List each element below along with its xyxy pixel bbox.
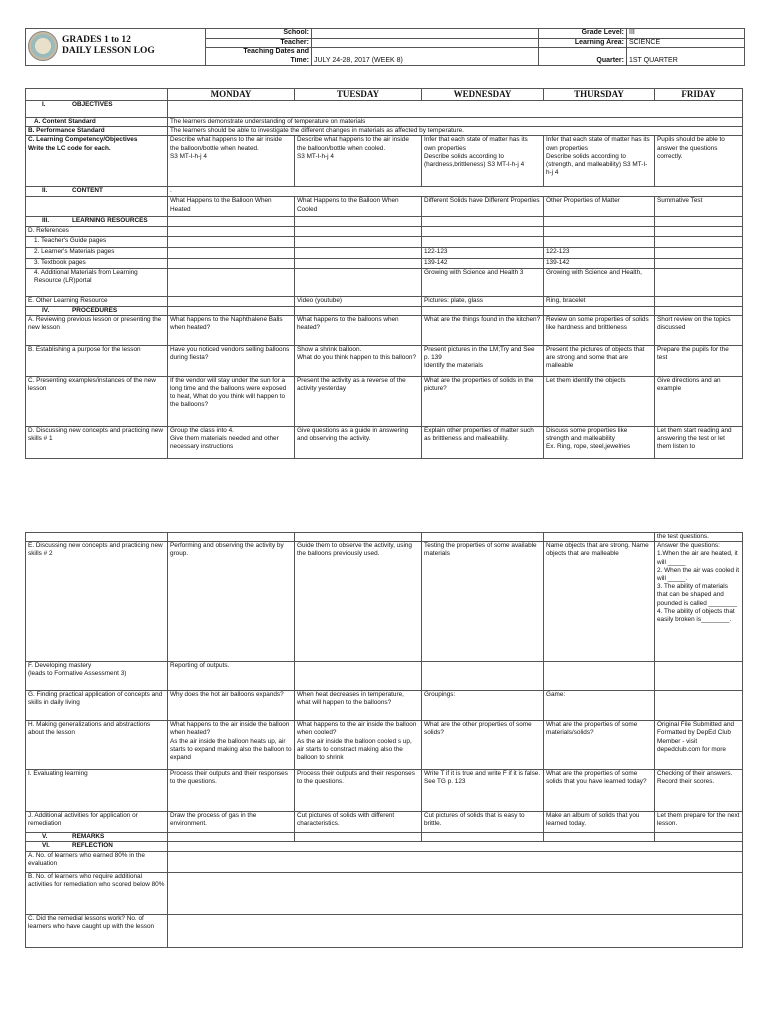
reflection-cell[interactable] xyxy=(168,842,743,851)
proc-c-monday[interactable]: If the vendor will stay under the sun for a long time and the balloons were exposed to heat, What do you think will happen to the balloons? xyxy=(168,376,295,426)
proc-c-tuesday[interactable]: Present the activity as a reverse of the activity yesterday xyxy=(295,376,422,426)
proc-c-thursday[interactable]: Let them identify the objects xyxy=(544,376,655,426)
textbook-friday[interactable] xyxy=(655,258,743,268)
other-resource-tuesday[interactable]: Video (youtube) xyxy=(295,296,422,306)
proc-b-thursday[interactable]: Present the pictures of objects that are strong and some that are malleable xyxy=(544,345,655,376)
proc-b-tuesday[interactable]: Show a shrink balloon. What do you think happen to this balloon? xyxy=(295,345,422,376)
references-cell xyxy=(422,226,544,236)
proc-a-thursday[interactable]: Review on some properties of solids like hardness and brittleness xyxy=(544,315,655,345)
proc-g-thursday[interactable]: Game: xyxy=(544,691,655,721)
resources-cell xyxy=(168,217,295,226)
competency-thursday[interactable]: Infer that each state of matter has its own properties Describe solids according to (strength, and malleability) S3 MT-I-h-j 4 xyxy=(544,136,655,187)
content-num: II. xyxy=(42,187,48,195)
other-resource-monday[interactable] xyxy=(168,296,295,306)
references-label: D. References xyxy=(26,226,168,236)
proc-i-thursday[interactable]: What are the properties of some solids that you have learned today? xyxy=(544,770,655,812)
additional-materials-wednesday[interactable]: Growing with Science and Health 3 xyxy=(422,268,544,296)
day-tuesday: TUESDAY xyxy=(295,89,422,101)
proc-f-wednesday[interactable] xyxy=(422,662,544,691)
proc-c-wednesday[interactable]: What are the properties of solids in the picture? xyxy=(422,376,544,426)
logo-cell xyxy=(26,29,206,66)
remarks-cell[interactable] xyxy=(544,833,655,842)
content-heading xyxy=(26,187,168,197)
content-thursday[interactable]: Other Properties of Matter xyxy=(544,197,655,217)
proc-e-friday[interactable]: Answer the questions: 1.When the air are heated, it will _____ 2. When the air was cooled it will _____. 3. The ability of materials that can be shaped and pounded is called ________ 4. The ability of objects that easily broken is________. xyxy=(655,542,743,662)
objectives-num: I. xyxy=(42,101,46,108)
textbook-tuesday[interactable] xyxy=(295,258,422,268)
additional-materials-label: 4. Additional Materials from Learning Resource (LR)portal xyxy=(26,268,168,296)
proc-h-thursday[interactable]: What are the properties of some materials/solids? xyxy=(544,721,655,770)
day-thursday: THURSDAY xyxy=(544,89,655,101)
continued-cell xyxy=(168,533,295,542)
content-tuesday[interactable]: What Happens to the Balloon When Cooled xyxy=(295,197,422,217)
procedures-label: PROCEDURES xyxy=(72,306,118,314)
header-table xyxy=(25,28,745,66)
proc-i-monday[interactable]: Process their outputs and their responses to the questions. xyxy=(168,770,295,812)
references-cell xyxy=(295,226,422,236)
resources-cell xyxy=(295,217,422,226)
additional-materials-monday[interactable] xyxy=(168,268,295,296)
proc-g-friday[interactable] xyxy=(655,691,743,721)
proc-b-label: B. Establishing a purpose for the lesson xyxy=(26,345,168,376)
objectives-blank xyxy=(168,101,743,118)
grade-level-field[interactable]: III xyxy=(627,29,745,39)
resources-cell xyxy=(655,217,743,226)
proc-e-monday[interactable]: Performing and observing the activity by group. xyxy=(168,542,295,662)
reflection-a-field[interactable] xyxy=(168,851,743,872)
other-resource-wednesday[interactable]: Pictures: plate, glass xyxy=(422,296,544,306)
teaching-dates-field[interactable]: JULY 24-28, 2017 (WEEK 8) xyxy=(312,48,539,66)
school-field[interactable] xyxy=(312,29,539,39)
proc-e-tuesday[interactable]: Guide them to observe the activity, using the balloons previously used. xyxy=(295,542,422,662)
proc-d-friday[interactable]: Let them start reading and answering the test or let them listen to xyxy=(655,426,743,458)
proc-i-tuesday[interactable]: Process their outputs and their responses to the questions. xyxy=(295,770,422,812)
proc-f-tuesday[interactable] xyxy=(295,662,422,691)
teaching-dates-label-2: Time: xyxy=(206,57,312,66)
proc-f-thursday[interactable] xyxy=(544,662,655,691)
procedures-cell xyxy=(422,306,544,315)
performance-standard-label: B. Performance Standard xyxy=(26,127,168,136)
continued-cell xyxy=(544,533,655,542)
day-friday: FRIDAY xyxy=(655,89,743,101)
reflection-heading xyxy=(26,842,168,851)
procedures-heading xyxy=(26,306,168,315)
competency-monday[interactable]: Describe what happens to the air inside the balloon/bottle when heated. S3 MT-I-h-j 4 xyxy=(168,136,295,187)
proc-g-wednesday[interactable]: Groupings: xyxy=(422,691,544,721)
proc-d-thursday[interactable]: Discuss some properties like strength and malleability Ex. Ring, rope, steel,jewelries xyxy=(544,426,655,458)
content-label: CONTENT xyxy=(72,187,103,195)
content-dot: . xyxy=(168,187,743,197)
day-monday: MONDAY xyxy=(168,89,295,101)
remarks-cell[interactable] xyxy=(422,833,544,842)
objectives-heading xyxy=(26,101,168,118)
resources-num: III. xyxy=(42,217,50,225)
content-friday[interactable]: Summative Test xyxy=(655,197,743,217)
proc-h-monday[interactable]: What happens to the air inside the balloon when heated? As the air inside the balloon heats up, air starts to expand making also the balloon to expand xyxy=(168,721,295,770)
remarks-cell[interactable] xyxy=(655,833,743,842)
proc-i-friday[interactable]: Checking of their answers. Record their scores. xyxy=(655,770,743,812)
proc-f-label: F. Developing mastery (leads to Formative Assessment 3) xyxy=(26,662,168,691)
lesson-table-page2 xyxy=(25,532,743,948)
proc-f-friday[interactable] xyxy=(655,662,743,691)
proc-e-thursday[interactable]: Name objects that are strong. Name objects that are malleable xyxy=(544,542,655,662)
proc-a-friday[interactable]: Short review on the topics discussed xyxy=(655,315,743,345)
learners-materials-tuesday[interactable] xyxy=(295,247,422,258)
proc-h-tuesday[interactable]: What happens to the air inside the balloon when cooled? As the air inside the balloon cooled s up, air starts to constract making also the balloon to shrink xyxy=(295,721,422,770)
proc-j-monday[interactable]: Draw the process of gas in the environment. xyxy=(168,812,295,833)
remarks-num: V. xyxy=(42,833,48,841)
procedures-cell xyxy=(168,306,295,315)
content-standard-value[interactable]: The learners demonstrate understanding of temperature on materials xyxy=(168,118,743,127)
reflection-c-field[interactable] xyxy=(168,914,743,947)
proc-c-label: C. Presenting examples/instances of the new lesson xyxy=(26,376,168,426)
remarks-cell[interactable] xyxy=(168,833,295,842)
day-wednesday: WEDNESDAY xyxy=(422,89,544,101)
proc-j-label: J. Additional activities for application or remediation xyxy=(26,812,168,833)
quarter-field[interactable]: 1ST QUARTER xyxy=(627,48,745,66)
procedures-num: IV. xyxy=(42,306,50,314)
form-title-line1: GRADES 1 to 12 xyxy=(62,35,131,45)
textbook-thursday[interactable]: 139-142 xyxy=(544,258,655,268)
proc-f-monday[interactable]: Reporting of outputs. xyxy=(168,662,295,691)
reflection-c-label: C. Did the remedial lessons work? No. of learners who have caught up with the lesson xyxy=(26,914,168,947)
proc-h-friday[interactable]: Original File Submitted and Formatted by DepEd Club Member - visit depedclub.com for more xyxy=(655,721,743,770)
proc-d-wednesday[interactable]: Explain other properties of matter such as brittleness and malleability. xyxy=(422,426,544,458)
teachers-guide-cell[interactable] xyxy=(544,236,655,247)
additional-materials-tuesday[interactable] xyxy=(295,268,422,296)
teacher-label: Teacher: xyxy=(206,38,312,48)
proc-j-thursday[interactable]: Make an album of solids that you learned today. xyxy=(544,812,655,833)
other-resource-thursday[interactable]: Ring, bracelet xyxy=(544,296,655,306)
proc-a-label: A. Reviewing previous lesson or presenting the new lesson xyxy=(26,315,168,345)
references-cell xyxy=(544,226,655,236)
proc-g-label: G. Finding practical application of concepts and skills in daily living xyxy=(26,691,168,721)
lesson-table-page1 xyxy=(25,88,743,459)
learning-area-field[interactable]: SCIENCE xyxy=(627,38,745,48)
reflection-num: VI. xyxy=(42,842,50,850)
remarks-heading xyxy=(26,833,168,842)
additional-materials-friday[interactable] xyxy=(655,268,743,296)
proc-i-wednesday[interactable]: Write T if it is true and write F if it is false. See TG p. 123 xyxy=(422,770,544,812)
continued-friday[interactable]: the test questions. xyxy=(655,533,743,542)
proc-j-tuesday[interactable]: Cut pictures of solids with different characteristics. xyxy=(295,812,422,833)
competency-tuesday[interactable]: Describe what happens to the air inside the balloon/bottle when cooled. S3 MT-I-h-j 4 xyxy=(295,136,422,187)
proc-d-monday[interactable]: Group the class into 4. Give them materials needed and other necessary instructions xyxy=(168,426,295,458)
references-cell xyxy=(655,226,743,236)
proc-e-wednesday[interactable]: Testing the properties of some available materials xyxy=(422,542,544,662)
learning-area-label: Learning Area: xyxy=(539,38,627,48)
resources-cell xyxy=(544,217,655,226)
teachers-guide-cell[interactable] xyxy=(655,236,743,247)
corner-cell xyxy=(26,89,168,101)
remarks-label: REMARKS xyxy=(72,833,105,841)
learners-materials-friday[interactable] xyxy=(655,247,743,258)
reflection-b-field[interactable] xyxy=(168,872,743,914)
resources-heading xyxy=(26,217,168,226)
content-monday[interactable]: What Happens to the Balloon When Heated xyxy=(168,197,295,217)
proc-j-friday[interactable]: Let them prepare for the next lesson. xyxy=(655,812,743,833)
continued-cell xyxy=(295,533,422,542)
objectives-label: OBJECTIVES xyxy=(72,101,113,108)
learners-materials-label: 2. Learner's Materials pages xyxy=(26,247,168,258)
textbook-wednesday[interactable]: 139-142 xyxy=(422,258,544,268)
continued-cell xyxy=(422,533,544,542)
proc-b-wednesday[interactable]: Present pictures in the LM;Try and See p. 139 Identify the materials xyxy=(422,345,544,376)
learners-materials-wednesday[interactable]: 122-123 xyxy=(422,247,544,258)
proc-g-monday[interactable]: Why does the hot air balloons expands? xyxy=(168,691,295,721)
learners-materials-monday[interactable] xyxy=(168,247,295,258)
procedures-cell xyxy=(295,306,422,315)
remarks-cell[interactable] xyxy=(295,833,422,842)
reflection-b-label: B. No. of learners who require additional activities for remediation who scored below 80% xyxy=(26,872,168,914)
competency-wednesday[interactable]: Infer that each state of matter has its own properties Describe solids according to (hardness,brittleness) S3 MT-I-h-j 4 xyxy=(422,136,544,187)
deped-seal-icon xyxy=(28,31,58,61)
proc-a-tuesday[interactable]: What happens to the balloons when heated? xyxy=(295,315,422,345)
teachers-guide-cell[interactable] xyxy=(168,236,295,247)
additional-materials-thursday[interactable]: Growing with Science and Health, xyxy=(544,268,655,296)
proc-a-monday[interactable]: What happens to the Naphthalene Balls when heated? xyxy=(168,315,295,345)
proc-b-monday[interactable]: Have you noticed vendors selling balloons during fiesta? xyxy=(168,345,295,376)
school-label: School: xyxy=(206,29,312,39)
proc-d-tuesday[interactable]: Give questions as a guide in answering and observing the activity. xyxy=(295,426,422,458)
resources-label: LEARNING RESOURCES xyxy=(72,217,148,225)
proc-i-label: I. Evaluating learning xyxy=(26,770,168,812)
textbook-label: 3. Textbook pages xyxy=(26,258,168,268)
learners-materials-thursday[interactable]: 122-123 xyxy=(544,247,655,258)
content-wednesday[interactable]: Different Solids have Different Properties xyxy=(422,197,544,217)
performance-standard-value[interactable]: The learners should be able to investigate the different changes in materials as affected by temperature. xyxy=(168,127,743,136)
proc-a-wednesday[interactable]: What are the things found in the kitchen? xyxy=(422,315,544,345)
resources-cell xyxy=(422,217,544,226)
references-cell xyxy=(168,226,295,236)
grade-level-label: Grade Level: xyxy=(539,29,627,39)
other-resource-label: E. Other Learning Resource xyxy=(26,296,168,306)
teachers-guide-cell[interactable] xyxy=(422,236,544,247)
proc-d-label: D. Discussing new concepts and practicing new skills # 1 xyxy=(26,426,168,458)
proc-h-label: H. Making generalizations and abstractions about the lesson xyxy=(26,721,168,770)
proc-c-friday[interactable]: Give directions and an example xyxy=(655,376,743,426)
competency-label: C. Learning Competency/Objectives Write the LC code for each. xyxy=(26,136,168,187)
teacher-field[interactable] xyxy=(312,38,539,48)
form-title-line2: DAILY LESSON LOG xyxy=(62,46,155,56)
procedures-cell xyxy=(655,306,743,315)
proc-b-friday[interactable]: Prepare the pupils for the test xyxy=(655,345,743,376)
competency-friday[interactable]: Pupils should be able to answer the questions correctly. xyxy=(655,136,743,187)
other-resource-friday[interactable] xyxy=(655,296,743,306)
proc-g-tuesday[interactable]: When heat decreases in temperature, what will happen to the balloons? xyxy=(295,691,422,721)
teachers-guide-cell[interactable] xyxy=(295,236,422,247)
continued-cell xyxy=(26,533,168,542)
teaching-dates-label-1: Teaching Dates and xyxy=(206,48,312,57)
reflection-a-label: A. No. of learners who earned 80% in the evaluation xyxy=(26,851,168,872)
proc-h-wednesday[interactable]: What are the other properties of some solids? xyxy=(422,721,544,770)
teachers-guide-label: 1. Teacher's Guide pages xyxy=(26,236,168,247)
procedures-cell xyxy=(544,306,655,315)
proc-e-label: E. Discussing new concepts and practicing new skills # 2 xyxy=(26,542,168,662)
proc-j-wednesday[interactable]: Cut pictures of solids that is easy to brittle. xyxy=(422,812,544,833)
content-standard-label: A. Content Standard xyxy=(26,118,168,127)
content-blank xyxy=(26,197,168,217)
quarter-label: Quarter: xyxy=(539,48,627,66)
textbook-monday[interactable] xyxy=(168,258,295,268)
reflection-label: REFLECTION xyxy=(72,842,113,850)
